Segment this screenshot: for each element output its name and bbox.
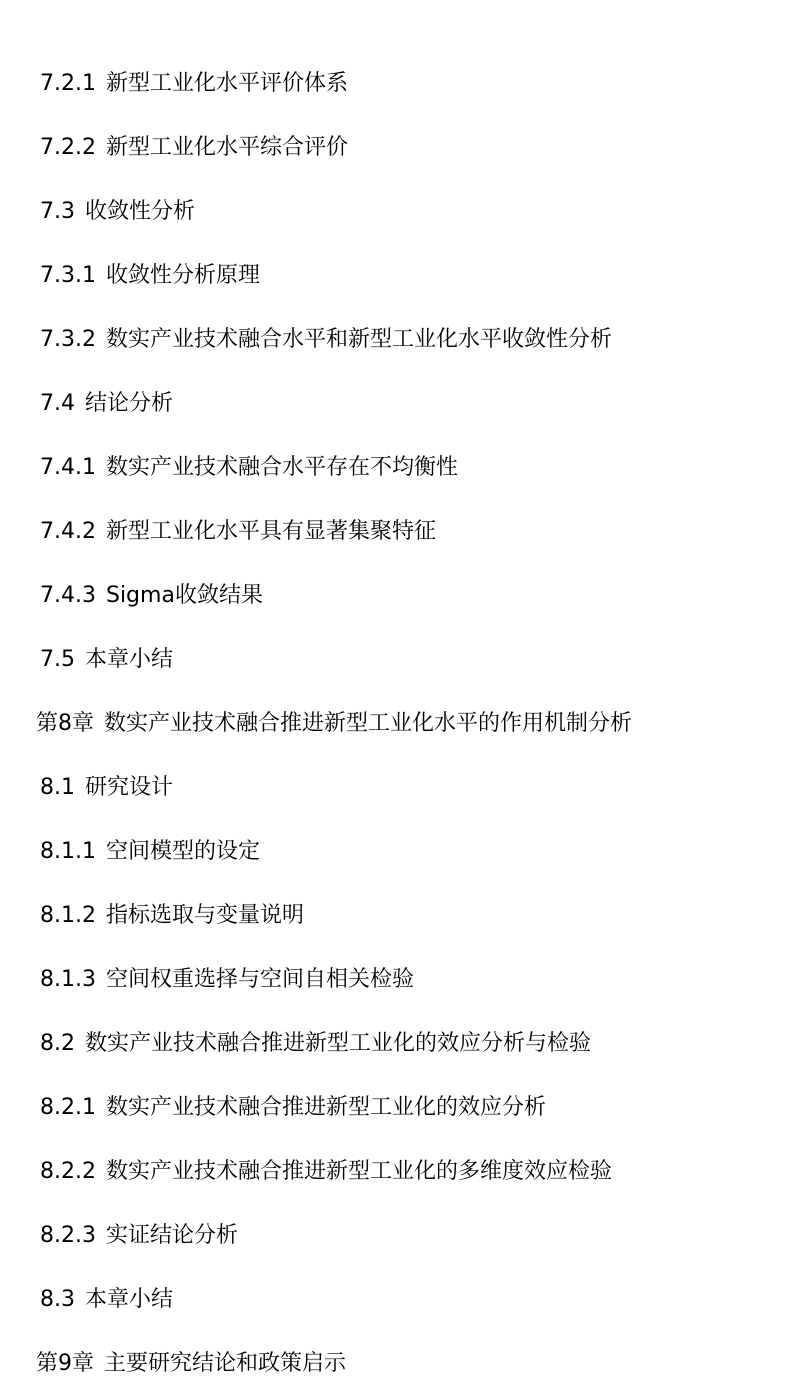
toc-entry-title: 指标选取与变量说明 — [105, 903, 304, 928]
toc-entry-number: 7.4.3 — [40, 583, 96, 608]
toc-entry-number: 8.1 — [40, 775, 75, 800]
toc-entry-number: 7.3.2 — [40, 327, 96, 352]
toc-entry[interactable] — [0, 180, 800, 244]
toc-entry[interactable] — [0, 948, 800, 1012]
toc-entry[interactable] — [0, 244, 800, 308]
toc-entry-number: 第9章 — [36, 1351, 94, 1376]
toc-entry[interactable] — [0, 1076, 800, 1140]
toc-entry[interactable] — [0, 820, 800, 884]
toc-entry-number: 8.1.2 — [40, 903, 96, 928]
toc-entry[interactable] — [0, 1140, 800, 1204]
toc-entry-title: 数实产业技术融合水平和新型工业化水平收敛性分析 — [105, 327, 612, 352]
toc-entry[interactable] — [0, 756, 800, 820]
toc-entry[interactable] — [0, 500, 800, 564]
toc-entry-title: 数实产业技术融合推进新型工业化的效应分析 — [105, 1095, 546, 1120]
toc-entry-title: 数实产业技术融合水平存在不均衡性 — [105, 455, 458, 480]
toc-entry[interactable] — [0, 0, 800, 52]
toc-entry[interactable] — [0, 436, 800, 500]
toc-entry-number: 8.2.3 — [40, 1223, 96, 1248]
toc-entry-title: 研究设计 — [85, 775, 174, 800]
toc-entry[interactable] — [0, 52, 800, 116]
toc-entry[interactable] — [0, 372, 800, 436]
toc-entry-title: 结论分析 — [85, 391, 174, 416]
toc-entry[interactable] — [0, 1204, 800, 1268]
toc-entry-number: 7.2.2 — [40, 135, 96, 160]
toc-entry[interactable] — [0, 1268, 800, 1332]
toc-entry-number: 第8章 — [36, 711, 94, 736]
toc-entry-title: 收敛性分析原理 — [105, 263, 260, 288]
toc-entry-number: 8.1.3 — [40, 967, 96, 992]
toc-entry[interactable] — [0, 1012, 800, 1076]
toc-entry-number: 7.3.1 — [40, 263, 96, 288]
toc-entry-title: 新型工业化水平综合评价 — [105, 135, 348, 160]
toc-entry-number: 8.2 — [40, 1031, 75, 1056]
toc-entry[interactable] — [0, 884, 800, 948]
toc-entry-title: 数实产业技术融合推进新型工业化的多维度效应检验 — [105, 1159, 612, 1184]
toc-entry-number: 7.3 — [40, 199, 75, 224]
toc-entry-number: 7.4.2 — [40, 519, 96, 544]
toc-entry-title: 数实产业技术融合推进新型工业化的效应分析与检验 — [85, 1031, 592, 1056]
toc-chapter-entry[interactable] — [0, 692, 800, 756]
toc-entry-number: 7.4.1 — [40, 455, 96, 480]
toc-entry-title: 新型工业化水平评价体系 — [105, 71, 348, 96]
toc-entry-number: 8.3 — [40, 1287, 75, 1312]
toc-entry-title: 本章小结 — [85, 1287, 174, 1312]
toc-entry-title: 收敛性分析 — [85, 199, 196, 224]
toc-chapter-entry[interactable] — [0, 1332, 800, 1396]
toc-entry-title: 主要研究结论和政策启示 — [104, 1351, 347, 1376]
toc-entry-number: 8.2.1 — [40, 1095, 96, 1120]
toc-entry-title: 数实产业技术融合推进新型工业化水平的作用机制分析 — [104, 711, 633, 736]
toc-entry[interactable] — [0, 564, 800, 628]
toc-entry[interactable] — [0, 628, 800, 692]
toc-entry-title: 新型工业化水平具有显著集聚特征 — [105, 519, 436, 544]
toc-entry[interactable] — [0, 116, 800, 180]
toc-entry-number: 7.5 — [40, 647, 75, 672]
toc-entry-number: 8.2.2 — [40, 1159, 96, 1184]
toc-entry-number: 7.2.1 — [40, 71, 96, 96]
toc-entry-title: 空间模型的设定 — [105, 839, 260, 864]
toc-entry-number: 7.4 — [40, 391, 75, 416]
toc-entry-number: 8.1.1 — [40, 839, 96, 864]
toc-entry-title: Sigma收敛结果 — [105, 583, 263, 608]
toc-entry-title: 本章小结 — [85, 647, 174, 672]
toc-entry-title: 实证结论分析 — [105, 1223, 238, 1248]
toc-entry-title: 空间权重选择与空间自相关检验 — [105, 967, 414, 992]
toc-entry[interactable] — [0, 308, 800, 372]
